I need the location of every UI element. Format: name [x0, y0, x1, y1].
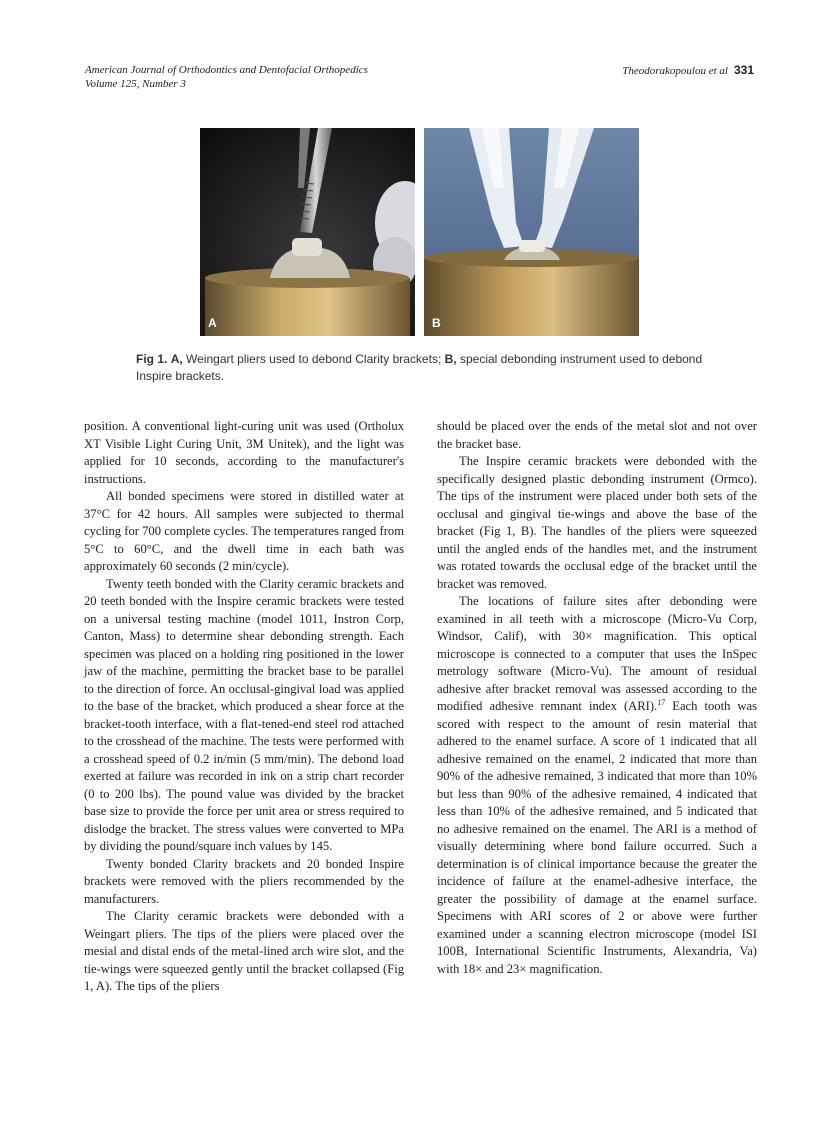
- caption-label-a: A,: [170, 352, 183, 366]
- caption-text-a: Weingart pliers used to debond Clarity brackets;: [186, 352, 442, 366]
- author-line: Theodorakopoulou et al: [622, 65, 728, 77]
- paragraph: All bonded specimens were stored in distilled water at 37°C for 42 hours. All samples were subjected to thermal cycling for 700 complete cycles. The temperatures ranged from 5°C to 60°C, and the dwell time in each bath was approximately 60 seconds (2 min/cycle).: [84, 489, 404, 573]
- debonding-instrument-photo-image: [424, 128, 639, 336]
- figure-panel-a-photo: [200, 128, 415, 336]
- paragraph: position. A conventional light-curing unit was used (Ortholux XT Visible Light Curing Unit, 3M Unitek), and the light was applied for 10 seconds, according to the manufacturer's instructions.: [84, 419, 404, 486]
- body-column-right: [437, 418, 757, 978]
- paragraph-text: The locations of failure sites after debonding were examined in all teeth with a microscope (Micro-Vu Corp, Windsor, Calif), with 30× magnification. This optical microscope is connected to a computer that uses the InSpec metrology software (Micro-Vu). The amount of residual adhesive after bracket removal was assessed according to the modified adhesive remnant index (ARI).: [437, 594, 757, 713]
- figure-panel-b-photo: [424, 128, 639, 336]
- body-column-left: [84, 418, 404, 996]
- paragraph: The Clarity ceramic brackets were debonded with a Weingart pliers. The tips of the pliers were placed over the mesial and distal ends of the metal-lined arch wire slot, and the tie-wings were squeezed gently until the bracket collapsed (Fig 1, A). The tips of the pliers: [84, 909, 404, 993]
- running-header-author: [622, 63, 754, 78]
- figure-caption: [136, 351, 736, 385]
- paragraph-text: Each tooth was scored with respect to the amount of resin material that adhered to the enamel surface. A score of 1 indicated that all adhesive remained on the enamel, 2 indicated that more than 90% of the adhesive remained, 3 indicated that more than 10% but less than 90% of the adhesive remained, 4 indicated that less than 10% of the adhesive remained, and 5 indicated that no adhesive remained on the enamel. The ARI is a method of visually determining where bond failure occurred. Such a determination is of clinical importance because the greater the incidence of failure at the enamel-adhesive interface, the greater the possibility of damage at the enamel surface. Specimens with ARI scores of 2 or above were further examined under a scanning electron microscope (model ISI 100B, International Scientific Instruments, Alexandria, Va) with 18× and 23× magnification.: [437, 699, 757, 976]
- caption-figure-number: Fig 1.: [136, 352, 168, 366]
- paragraph: Twenty bonded Clarity brackets and 20 bonded Inspire brackets were removed with the pliers recommended by the manufacturers.: [84, 856, 404, 906]
- running-header-journal: [85, 63, 368, 91]
- paragraph: Twenty teeth bonded with the Clarity ceramic brackets and 20 teeth bonded with the Inspire ceramic brackets were tested on a universal testing machine (model 1011, Instron Corp, Canton, Mass) to determine shear debonding strength. Each specimen was placed on a holding ring positioned in the lower jaw of the machine, permitting the bracket base to be parallel to the direction of force. An occlusal-gingival load was applied to the base of the bracket, which produced a shear force at the bracket-tooth interface, with a flat-tened-end steel rod attached to the crosshead of the machine. The tests were performed with a crosshead speed of 0.2 in/min (5 mm/min). The debond load exerted at failure was recorded in ink on a strip chart recorder (0 to 200 lbs). The pound value was divided by the bracket base size to provide the force per unit area or stress required to dislodge the bracket. The stress values were converted to MPa by dividing the pound/square inch values by 145.: [84, 576, 404, 853]
- panel-b-label: B: [432, 316, 441, 330]
- page-number: 331: [733, 63, 754, 77]
- journal-title: American Journal of Orthodontics and Dentofacial Orthopedics: [85, 64, 368, 76]
- pliers-photo-image: [200, 128, 415, 336]
- caption-label-b: B,: [444, 352, 457, 366]
- paragraph: The Inspire ceramic brackets were debonded with the specifically designed plastic debonding instrument (Ormco). The tips of the instrument were placed under both sets of the occlusal and gingival tie-wings and above the base of the bracket (Fig 1, B). The handles of the pliers were squeezed until the angled ends of the handles met, and the instrument was rotated towards the occlusal edge of the bracket until the bracket was removed.: [437, 454, 757, 591]
- caption-text-b: special debonding instrument used to debond Inspire brackets.: [136, 352, 703, 383]
- paragraph: [437, 593, 757, 978]
- journal-volume: Volume 125, Number 3: [85, 78, 186, 90]
- reference-superscript: 17: [657, 697, 666, 707]
- panel-a-label: A: [208, 316, 217, 330]
- paragraph: should be placed over the ends of the metal slot and not over the bracket base.: [437, 419, 757, 451]
